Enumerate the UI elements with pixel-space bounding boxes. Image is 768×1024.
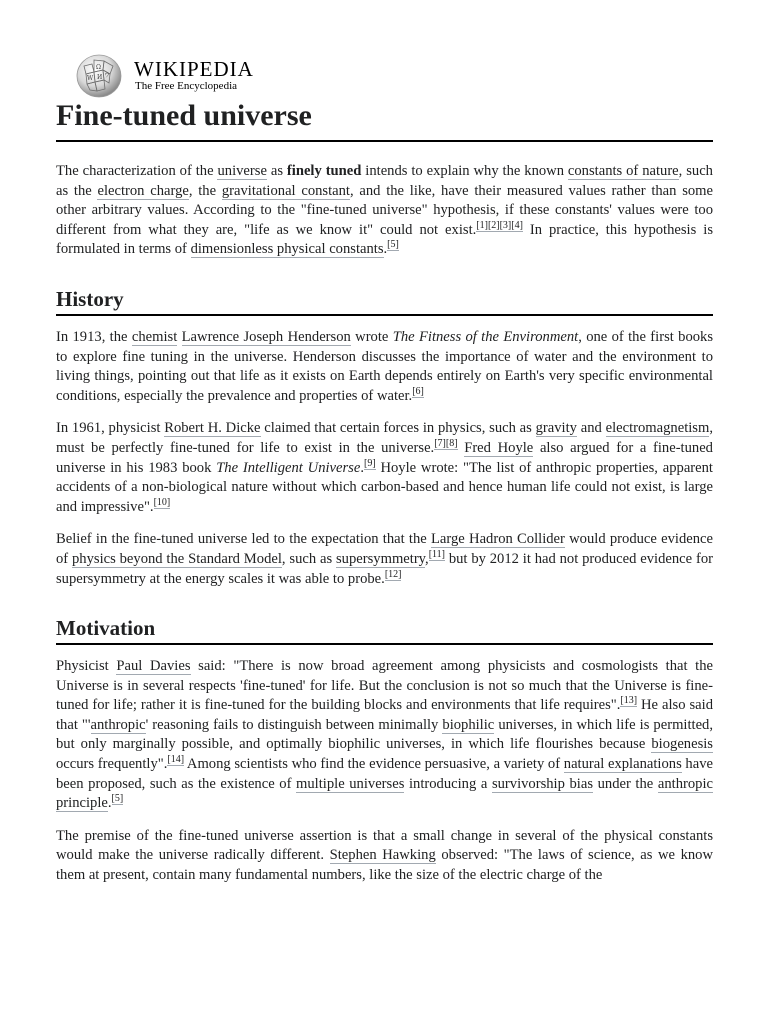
- citation-ref[interactable]: [13]: [620, 695, 638, 707]
- link-constants-of-nature[interactable]: constants of nature: [567, 163, 679, 179]
- citation-ref[interactable]: [1][2][3][4]: [476, 219, 523, 231]
- citation-ref[interactable]: [7][8]: [434, 437, 458, 449]
- link-anthropic[interactable]: anthropic: [90, 716, 146, 733]
- text: In 1961, physicist: [56, 420, 165, 437]
- link-natural-explanations[interactable]: natural explanations: [563, 756, 682, 773]
- book-title: The Fitness of the Environment: [392, 328, 579, 345]
- article-content: [56, 96, 713, 886]
- wikipedia-wordmark[interactable]: WIKIPEDIA: [134, 57, 254, 81]
- site-header[interactable]: [74, 52, 374, 98]
- citation-ref[interactable]: [5]: [387, 239, 399, 251]
- history-paragraph-3: [56, 530, 713, 589]
- link-gravity[interactable]: gravity: [535, 420, 577, 437]
- svg-text:W: W: [87, 75, 94, 82]
- text: ' reasoning fails to distinguish between minimally: [145, 716, 443, 733]
- text: , must be perfectly fine-tuned for life to exist in the universe.: [56, 420, 713, 456]
- link-survivorship-bias[interactable]: survivorship bias: [491, 775, 594, 792]
- text: ,: [425, 550, 429, 567]
- text: introducing a: [404, 775, 492, 792]
- text: The premise of the fine-tuned universe assertion is that a small change in several of the physical constants would make the universe radically different.: [56, 827, 713, 864]
- citation-ref[interactable]: [10]: [153, 496, 171, 508]
- text: and: [576, 420, 606, 437]
- svg-text:ウ: ウ: [104, 72, 111, 79]
- section-heading-history: History: [56, 286, 713, 316]
- text: but by 2012 it had not produced evidence for supersymmetry at the energy scales it was able to probe.: [56, 550, 713, 587]
- text: Hoyle wrote: "The list of anthropic properties, apparent accidents of a non-biological nature without which carbon-based and hence human life could not exist, is large and impressive".: [56, 459, 713, 515]
- history-paragraph-1: [56, 328, 713, 406]
- text: The characterization of the: [56, 163, 218, 179]
- link-dimensionless-physical-constants[interactable]: dimensionless physical constants: [190, 241, 384, 258]
- wikipedia-globe-logo-icon[interactable]: [74, 52, 124, 98]
- link-biogenesis[interactable]: biogenesis: [651, 736, 713, 753]
- text: Among scientists who find the evidence persuasive, a variety of: [184, 756, 564, 773]
- text: have been proposed, such as the existence of: [56, 756, 713, 792]
- motivation-paragraph-2: [56, 827, 713, 886]
- text: Physicist: [56, 658, 117, 675]
- text: occurs frequently".: [56, 756, 168, 773]
- text: Belief in the fine-tuned universe led to the expectation that the: [56, 531, 432, 548]
- text: [177, 329, 181, 345]
- text: would produce evidence of: [56, 531, 713, 567]
- text: .: [360, 459, 364, 476]
- link-multiple-universes[interactable]: multiple universes: [296, 775, 405, 792]
- link-lawrence-joseph-henderson[interactable]: Lawrence Joseph Henderson: [181, 328, 351, 345]
- text: under the: [593, 775, 658, 792]
- citation-ref[interactable]: [6]: [412, 385, 424, 397]
- citation-ref[interactable]: [14]: [167, 754, 185, 766]
- link-gravitational-constant[interactable]: gravitational constant: [221, 182, 350, 199]
- link-universe[interactable]: universe: [217, 163, 267, 179]
- citation-ref[interactable]: [5]: [111, 793, 124, 805]
- text: In 1913, the: [56, 328, 132, 345]
- svg-text:И: И: [97, 74, 103, 81]
- text: , one of the first books to explore fine tuning in the universe. Henderson discusses the importance of water and the environment to living things, pointing out that life as it exists on Earth depends entirely on Earth's very specific environmental conditions, especially the prevalence and properties of water.: [56, 328, 714, 404]
- link-physics-beyond-standard-model[interactable]: physics beyond the Standard Model: [72, 550, 282, 567]
- link-robert-h-dicke[interactable]: Robert H. Dicke: [164, 420, 261, 437]
- book-title: The Intelligent Universe: [216, 459, 361, 476]
- text: as: [266, 163, 287, 179]
- intro-paragraph: [56, 162, 713, 260]
- text: universes, in which life is permitted, but only marginally possible, and optimally biophilic universes, in which life flourishes because: [56, 716, 714, 753]
- text: .: [383, 241, 388, 258]
- motivation-paragraph-1: [56, 657, 713, 814]
- text: claimed that certain forces in physics, such as: [260, 420, 536, 437]
- text: intends to explain why the known: [361, 163, 568, 179]
- bold-term: finely tuned: [286, 163, 362, 179]
- text: He also said that "': [56, 697, 713, 733]
- site-tagline: The Free Encyclopedia: [135, 80, 238, 92]
- link-stephen-hawking[interactable]: Stephen Hawking: [329, 847, 436, 864]
- link-electron-charge[interactable]: electron charge: [97, 182, 189, 199]
- citation-ref[interactable]: [9]: [364, 457, 376, 469]
- citation-ref[interactable]: [11]: [428, 548, 445, 560]
- text: , such as: [281, 550, 336, 567]
- section-heading-motivation: Motivation: [56, 615, 713, 645]
- link-fred-hoyle[interactable]: Fred Hoyle: [464, 439, 534, 456]
- link-large-hadron-collider[interactable]: Large Hadron Collider: [431, 531, 565, 548]
- text: wrote: [350, 328, 393, 345]
- link-biophilic[interactable]: biophilic: [442, 716, 495, 733]
- link-anthropic-principle[interactable]: anthropic principle: [56, 775, 713, 812]
- text: , such as the: [56, 163, 713, 199]
- link-paul-davies[interactable]: Paul Davies: [116, 658, 191, 675]
- page-title: Fine-tuned universe: [56, 96, 713, 142]
- history-paragraph-2: [56, 419, 713, 517]
- text: .: [107, 795, 112, 812]
- text: , and the like, have their measured values rather than some other arbitrary values. According to the "fine-tuned universe" hypothesis, if these constants' values were too different from what they are, "life as we know it" could not exist.: [56, 182, 713, 238]
- text: , the: [188, 182, 222, 199]
- link-chemist[interactable]: chemist: [131, 328, 178, 345]
- svg-text:Ω: Ω: [96, 64, 101, 71]
- link-supersymmetry[interactable]: supersymmetry: [336, 550, 426, 567]
- text: said: "There is now broad agreement among physicists and cosmologists that the Universe is in several respects 'fine-tuned' for life. But the conclusion is not so much that the Universe is fine-tuned for life; rather it is fine-tuned for the building blocks and environments that life requires".: [56, 658, 714, 714]
- text: observed: "The laws of science, as we know them at present, contain many fundamental numbers, like the size of the electric charge of the: [56, 847, 714, 884]
- citation-ref[interactable]: [12]: [384, 568, 402, 580]
- link-electromagnetism[interactable]: electromagnetism: [605, 420, 710, 437]
- text: In practice, this hypothesis is formulated in terms of: [56, 221, 713, 258]
- text: also argued for a fine-tuned universe in his 1983 book: [56, 439, 713, 476]
